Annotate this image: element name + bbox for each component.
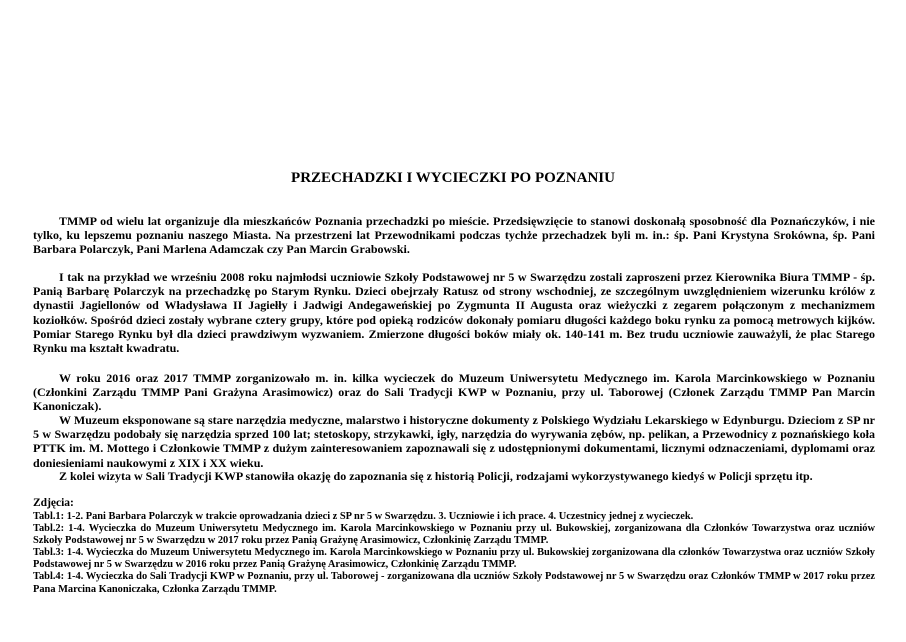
paragraph-police-hall: Z kolei wizyta w Sali Tradycji KWP stanowiła okazję do zapoznania się z historią Policji, rodzajami wykorzystywanego kiedyś w Policji sprzętu itp. — [59, 469, 813, 483]
caption-plate-2: Tabl.2: 1-4. Wycieczka do Muzeum Uniwersytetu Medycznego im. Karola Marcinkowskiego w Poznaniu przy ul. Bukowskiej, zorganizowana dla Członków Towarzystwa oraz uczniów Szkoły Podstawowej nr 5 w Swarzędzu w 2017 roku przez Panią Grażynę Arasimowicz, Członkinię Zarządu TMMP. — [33, 523, 875, 547]
document-title: PRZECHADZKI I WYCIECZKI PO POZNANIU — [291, 170, 615, 186]
paragraph-2016-2017-trips: W roku 2016 oraz 2017 TMMP zorganizowało m. in. kilka wycieczek do Muzeum Uniwersytetu Medycznego im. Karola Marcinkowskiego w Poznaniu (Członkini Zarządu TMMP Pani Grażyna Arasimowicz) oraz do Sali Tradycji KWP w Poznaniu, przy ul. Taborowej (Członek Zarządu TMMP Pan Marcin Kanoniczak). — [33, 371, 875, 414]
paragraph-intro: TMMP od wielu lat organizuje dla mieszkańców Poznania przechadzki po mieście. Przedsięwzięcie to stanowi doskonałą sposobność dla Poznańczyków, i nie tylko, ku lepszemu poznaniu naszego Miasta. Na przestrzeni lat Przewodnikami podczas tychże przechadzek byli m. in.: śp. Pani Krystyna Srokówna, śp. Pani Barbara Polarczyk, Pani Marlena Adamczak czy Pan Marcin Grabowski. — [33, 214, 875, 257]
paragraph-museum: W Muzeum eksponowane są stare narzędzia medyczne, malarstwo i historyczne dokumenty z Polskiego Wydziału Lekarskiego w Edynburgu. Dzieciom z SP nr 5 w Swarzędzu podobały się narzędzia sprzed 100 lat; stetoskopy, strzykawki, igły, narzędzia do wyrywania zębów, np. pelikan, a Przewodnicy z poznańskiego koła PTTK im. M. Mottego i Członkowie TMMP z dużym zainteresowaniem zapoznawali się z udostępnionymi dokumentami, licznymi odznaczeniami, dyplomami oraz doniesieniami naukowymi z XIX i XX wieku. — [33, 413, 875, 470]
caption-plate-1: Tabl.1: 1-2. Pani Barbara Polarczyk w trakcie oprowadzania dzieci z SP nr 5 w Swarzędzu. 3. Uczniowie i ich prace. 4. Uczestnicy jednej z wycieczek. — [33, 511, 694, 522]
caption-plate-3: Tabl.3: 1-4. Wycieczka do Muzeum Uniwersytetu Medycznego im. Karola Marcinkowskiego w Poznaniu przy ul. Bukowskiej zorganizowana dla członków Towarzystwa oraz uczniów Szkoły Podstawowej nr 5 w Swarzędzu w 2016 roku przez Panią Grażynę Arasimowicz, Członkinię Zarządu TMMP. — [33, 547, 875, 571]
photo-captions — [33, 497, 875, 596]
paragraph-2008-walk: I tak na przykład we wrześniu 2008 roku najmłodsi uczniowie Szkoły Podstawowej nr 5 w Swarzędzu zostali zaproszeni przez Kierownika Biura TMMP - śp. Panią Barbarę Polarczyk na przechadzkę po Starym Rynku. Dzieci obejrzały Ratusz od strony wschodniej, ze szczególnym uwzględnieniem wizerunku królów z dynastii Jagiellonów od Władysława II Jagiełły i Jadwigi Andegaweńskiej po Zygmunta II Augusta oraz wieżyczki z zegarem połączonym z mechanizmem koziołków. Spośród dzieci zostały wybrane cztery grupy, które pod opieką rodziców dokonały pomiaru długości każdego boku rynku za pomocą metrowych kijków. Pomiar Starego Rynku był dla dzieci prawdziwym wyzwaniem. Zmierzone długości boków miały ok. 140-141 m. Bez trudu uczniowie zauważyli, że plac Starego Rynku ma kształt kwadratu. — [33, 270, 875, 356]
captions-heading: Zdjęcia: — [33, 497, 74, 509]
caption-plate-4: Tabl.4: 1-4. Wycieczka do Sali Tradycji KWP w Poznaniu, przy ul. Taborowej - zorganizowana dla uczniów Szkoły Podstawowej nr 5 w Swarzędzu oraz Członków TMMP w 2017 roku przez Pana Marcina Kanoniczaka, Członka Zarządu TMMP. — [33, 571, 875, 595]
